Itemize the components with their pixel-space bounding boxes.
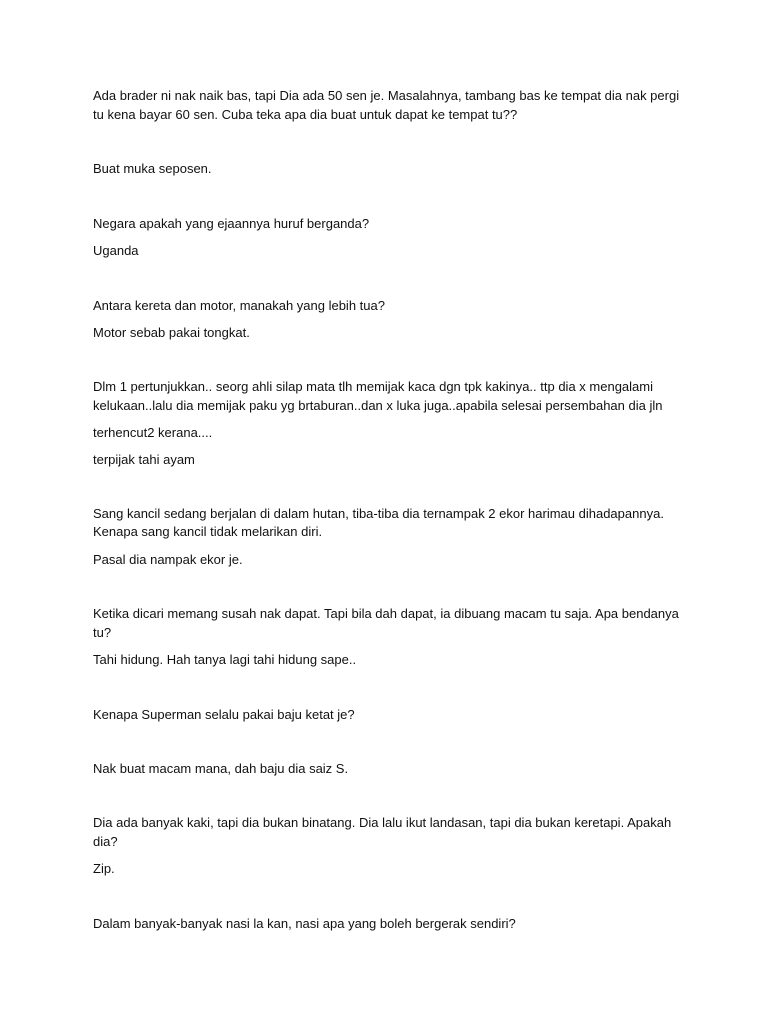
answer-1: Buat muka seposen. [93,161,212,176]
riddle-9: Dalam banyak-banyak nasi la kan, nasi apa yang boleh bergerak sendiri? [93,916,516,931]
riddle-1-line-1: Ada brader ni nak naik bas, tapi Dia ada 50 sen je. Masalahnya, tambang bas ke tempat dia nak pergi [93,88,680,103]
riddle-7: Kenapa Superman selalu pakai baju ketat je? [93,707,355,722]
riddle-2: Negara apakah yang ejaannya huruf berganda? [93,216,370,231]
riddle-8-line-1: Dia ada banyak kaki, tapi dia bukan binatang. Dia lalu ikut landasan, tapi dia bukan keretapi. Apakah [93,815,672,830]
riddle-5-line-2: Kenapa sang kancil tidak melarikan diri. [93,524,323,539]
riddle-6-line-1: Ketika dicari memang susah nak dapat. Tapi bila dah dapat, ia dibuang macam tu saja. Apa bendanya [93,606,679,621]
answer-7: Nak buat macam mana, dah baju dia saiz S. [93,761,349,776]
riddle-4-line-1: Dlm 1 pertunjukkan.. seorg ahli silap mata tlh memijak kaca dgn tpk kakinya.. ttp dia x mengalami [93,379,653,394]
answer-3: Motor sebab pakai tongkat. [93,325,250,340]
answer-2: Uganda [93,243,139,258]
answer-6: Tahi hidung. Hah tanya lagi tahi hidung sape.. [93,652,357,667]
riddle-3: Antara kereta dan motor, manakah yang lebih tua? [93,298,385,313]
riddle-8-line-2: dia? [93,834,118,849]
answer-4: terpijak tahi ayam [93,452,195,467]
riddle-1-line-2: tu kena bayar 60 sen. Cuba teka apa dia buat untuk dapat ke tempat tu?? [93,107,518,122]
riddle-6-line-2: tu? [93,625,112,640]
riddle-4-line-2: kelukaan..lalu dia memijak paku yg brtaburan..dan x luka juga..apabila selesai persembahan dia jln [93,398,663,413]
answer-8: Zip. [93,861,115,876]
answer-5: Pasal dia nampak ekor je. [93,552,243,567]
riddle-4-line-3: terhencut2 kerana.... [93,425,213,440]
riddle-5-line-1: Sang kancil sedang berjalan di dalam hutan, tiba-tiba dia ternampak 2 ekor harimau dihadapannya. [93,506,664,521]
